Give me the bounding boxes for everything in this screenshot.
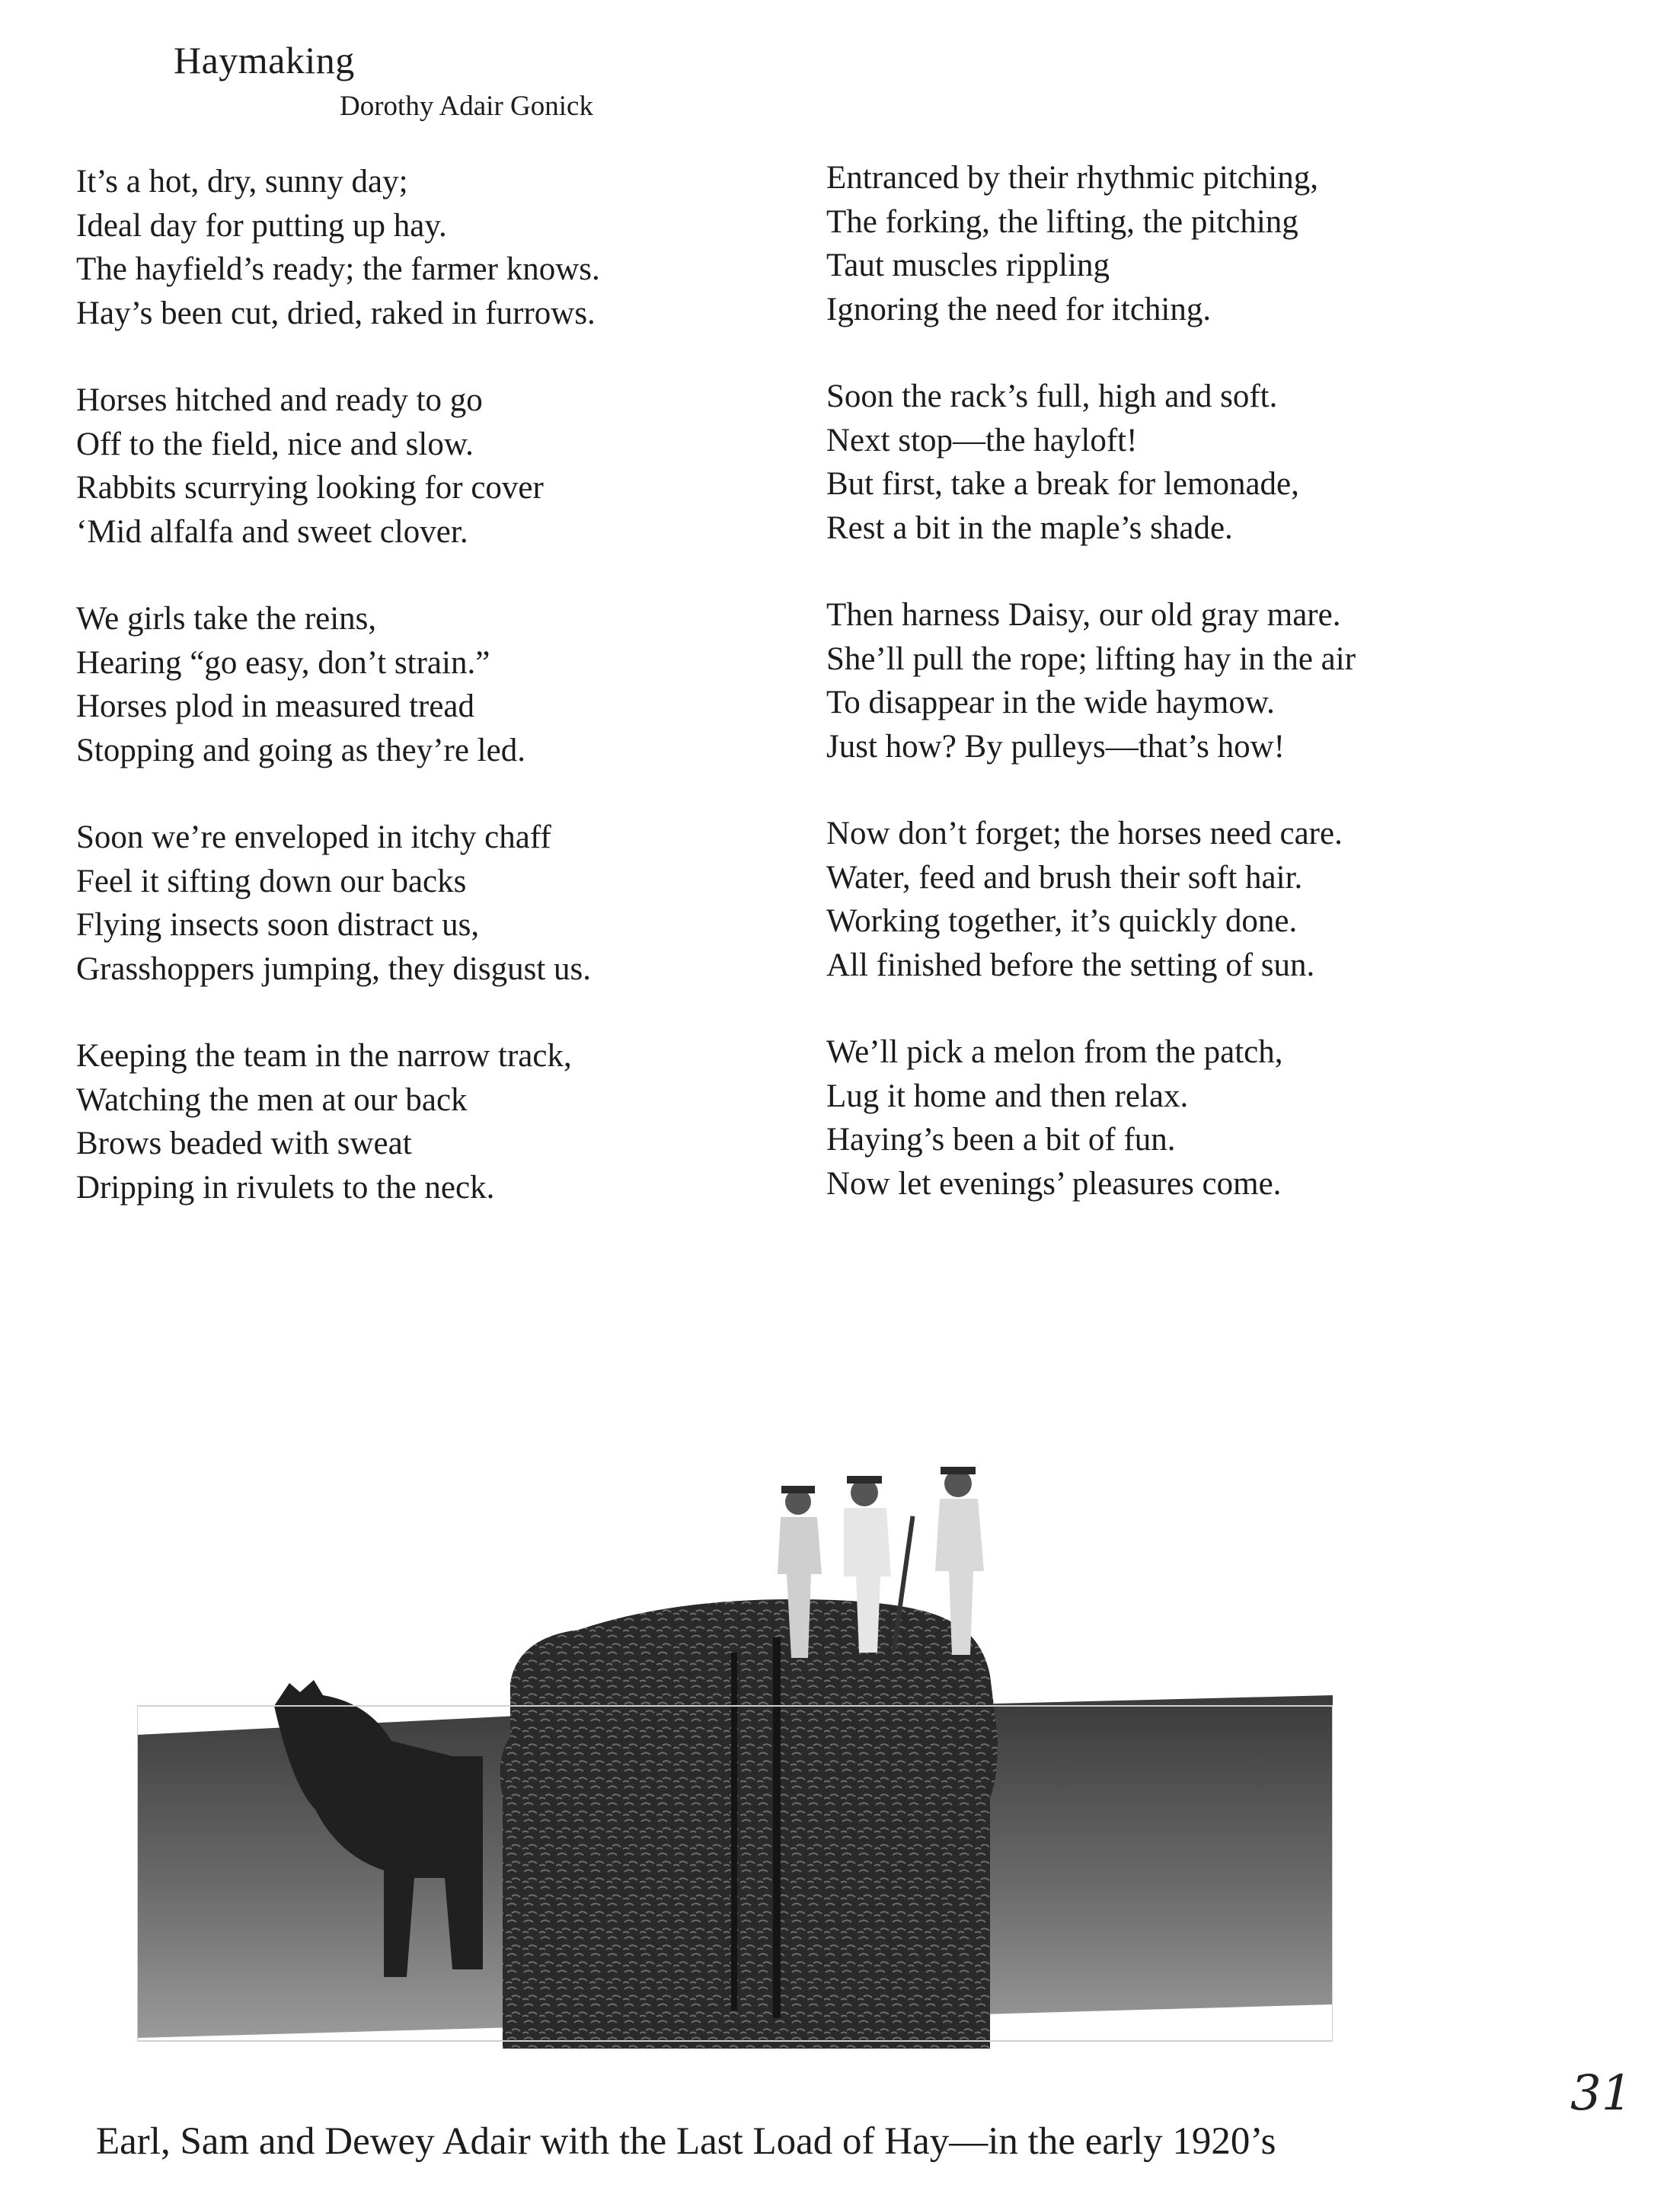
poem-line: But first, take a break for lemonade, [826, 466, 1299, 502]
poem-line: Soon the rack’s full, high and soft. [826, 378, 1278, 414]
poem-line: All finished before the setting of sun. [826, 947, 1315, 983]
poem-line: Next stop—the hayloft! [826, 422, 1138, 458]
poem-line: Horses plod in measured tread [76, 688, 475, 724]
poem-line: Off to the field, nice and slow. [76, 426, 474, 462]
poem-line: Watching the men at our back [76, 1081, 468, 1118]
poem-line: Hay’s been cut, dried, raked in furrows. [76, 295, 596, 331]
poem-line: Working together, it’s quickly done. [826, 903, 1298, 939]
stanza-2 [76, 378, 838, 554]
stanza-6 [826, 156, 1588, 331]
poem-line: Then harness Daisy, our old gray mare. [826, 597, 1341, 633]
stanza-5 [76, 1034, 838, 1209]
hay-load [500, 1599, 998, 2049]
poem-line: Rest a bit in the maple’s shade. [826, 509, 1233, 546]
poem-line: We’ll pick a melon from the patch, [826, 1034, 1283, 1070]
stanza-1 [76, 160, 838, 335]
poem-title: Haymaking [174, 39, 355, 81]
poem-line: Soon we’re enveloped in itchy chaff [76, 819, 551, 855]
poem-line: Flying insects soon distract us, [76, 907, 480, 943]
hay-wagon-photo [137, 1432, 1333, 2050]
poem-line: Horses hitched and ready to go [76, 382, 483, 418]
wagon-post [773, 1637, 781, 2018]
poem-line: Stopping and going as they’re led. [76, 732, 525, 768]
man-hat [781, 1486, 815, 1493]
poem-line: Now don’t forget; the horses need care. [826, 816, 1343, 851]
page-number: 31 [1570, 2065, 1633, 2122]
poem-line: Haying’s been a bit of fun. [826, 1122, 1176, 1158]
left-column [76, 160, 838, 1253]
poem-line: We girls take the reins, [76, 601, 377, 637]
right-column [826, 156, 1588, 1249]
poem-line: Water, feed and brush their soft hair. [826, 859, 1303, 896]
poem-author: Dorothy Adair Gonick [340, 91, 593, 122]
poem-line: She’ll pull the rope; lifting hay in the air [826, 640, 1356, 677]
poem-line: Now let evenings’ pleasures come. [826, 1165, 1282, 1202]
poem-line: Grasshoppers jumping, they disgust us. [76, 950, 592, 987]
poem-line: Lug it home and then relax. [826, 1078, 1189, 1114]
stanza-8 [826, 593, 1588, 768]
photo-caption: Earl, Sam and Dewey Adair with the Last Load of Hay—in the early 1920’s [96, 2120, 1276, 2163]
man-hat [847, 1476, 882, 1484]
stanza-3 [76, 597, 838, 772]
poem-line: It’s a hot, dry, sunny day; [76, 164, 408, 200]
poem-line: Dripping in rivulets to the neck. [76, 1169, 495, 1206]
stanza-10 [826, 1030, 1588, 1206]
poem-line: Hearing “go easy, don’t strain.” [76, 644, 490, 681]
poem-line: Feel it sifting down our backs [76, 863, 467, 899]
poem-line: To disappear in the wide haymow. [826, 685, 1275, 720]
stanza-4 [76, 816, 838, 991]
poem-line: Rabbits scurrying looking for cover [76, 470, 544, 506]
poem-line: Ignoring the need for itching. [826, 291, 1212, 327]
poem-line: The hayfield’s ready; the farmer knows. [76, 251, 600, 287]
poem-line: Ideal day for putting up hay. [76, 207, 447, 244]
poem-line: Keeping the team in the narrow track, [76, 1038, 572, 1074]
stanza-9 [826, 812, 1588, 987]
poem-line: ‘Mid alfalfa and sweet clover. [76, 513, 468, 550]
man-hat [941, 1467, 976, 1474]
poem-line: Entranced by their rhythmic pitching, [826, 160, 1319, 196]
photo-illustration [137, 1432, 1333, 2050]
stanza-7 [826, 375, 1588, 550]
poem-line: The forking, the lifting, the pitching [826, 203, 1298, 240]
poem-line: Taut muscles rippling [826, 248, 1110, 283]
poem-line: Brows beaded with sweat [76, 1126, 412, 1161]
poem-line: Just how? By pulleys—that’s how! [826, 728, 1285, 765]
